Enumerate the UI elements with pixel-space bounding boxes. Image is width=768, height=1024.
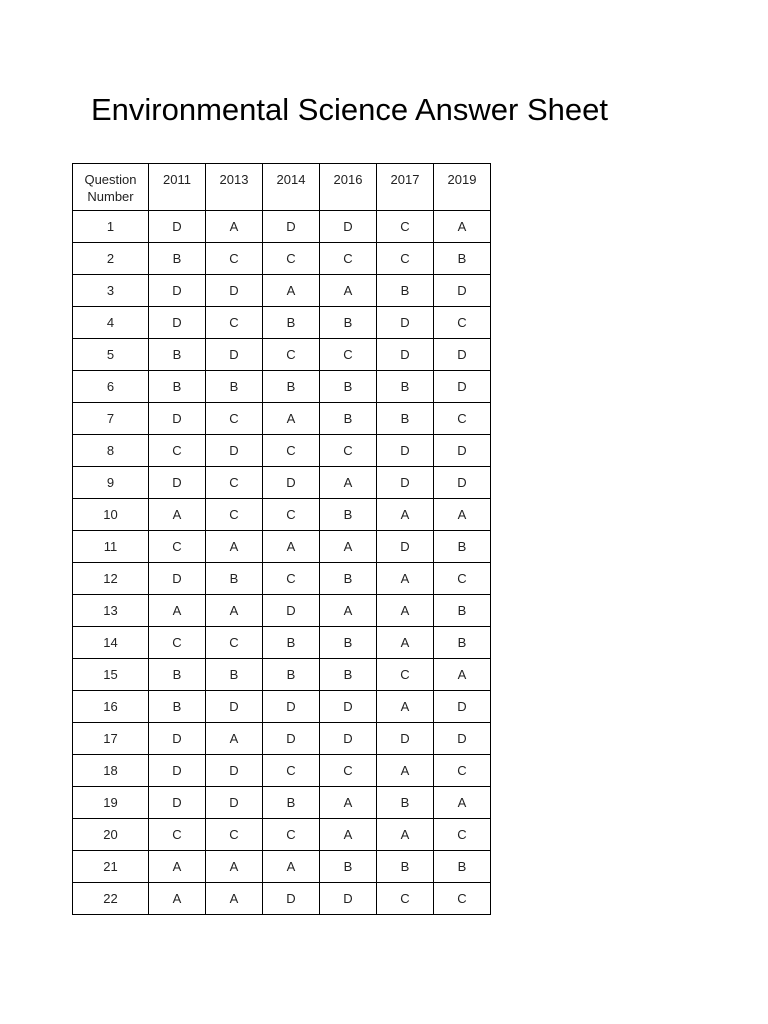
answer-cell: C	[206, 819, 263, 851]
table-row	[73, 691, 491, 723]
table-header	[73, 164, 491, 211]
table-row	[73, 371, 491, 403]
answer-cell: C	[377, 883, 434, 915]
question-number-cell: 12	[73, 563, 149, 595]
answer-cell: D	[434, 371, 491, 403]
question-number-cell: 10	[73, 499, 149, 531]
answer-cell: C	[320, 435, 377, 467]
answer-cell: D	[149, 563, 206, 595]
answer-cell: B	[434, 595, 491, 627]
answer-cell: B	[149, 243, 206, 275]
answer-cell: D	[434, 339, 491, 371]
question-number-cell: 13	[73, 595, 149, 627]
answer-cell: B	[206, 371, 263, 403]
answer-cell: D	[377, 531, 434, 563]
table-body	[73, 211, 491, 915]
answer-cell: B	[263, 627, 320, 659]
answer-cell: D	[149, 787, 206, 819]
question-number-cell: 9	[73, 467, 149, 499]
answer-cell: A	[320, 787, 377, 819]
answer-cell: A	[434, 659, 491, 691]
table-row	[73, 851, 491, 883]
answer-cell: C	[206, 307, 263, 339]
question-number-cell: 17	[73, 723, 149, 755]
answer-cell: D	[149, 755, 206, 787]
answer-cell: C	[149, 819, 206, 851]
answer-cell: B	[206, 563, 263, 595]
answer-cell: D	[377, 307, 434, 339]
answer-cell: A	[320, 275, 377, 307]
question-number-cell: 18	[73, 755, 149, 787]
table-row	[73, 627, 491, 659]
answer-cell: B	[320, 307, 377, 339]
answer-cell: C	[434, 883, 491, 915]
answer-cell: A	[206, 531, 263, 563]
answer-cell: C	[320, 243, 377, 275]
table-row	[73, 755, 491, 787]
table-row	[73, 659, 491, 691]
table-row	[73, 499, 491, 531]
answer-cell: A	[149, 883, 206, 915]
question-header-line2: Number	[87, 189, 134, 204]
answer-cell: D	[149, 723, 206, 755]
answer-cell: D	[377, 723, 434, 755]
answer-cell: C	[206, 243, 263, 275]
answer-cell: C	[263, 339, 320, 371]
answer-cell: A	[206, 883, 263, 915]
answer-cell: D	[377, 467, 434, 499]
table-row	[73, 819, 491, 851]
table-row	[73, 243, 491, 275]
question-number-cell: 15	[73, 659, 149, 691]
question-number-cell: 6	[73, 371, 149, 403]
answer-cell: D	[263, 467, 320, 499]
answer-cell: A	[206, 851, 263, 883]
answer-cell: D	[206, 339, 263, 371]
answer-cell: B	[263, 787, 320, 819]
table-row	[73, 595, 491, 627]
answer-cell: D	[377, 435, 434, 467]
answer-cell: C	[434, 403, 491, 435]
answer-cell: A	[377, 595, 434, 627]
answer-cell: A	[320, 819, 377, 851]
table-row	[73, 531, 491, 563]
answer-cell: B	[434, 851, 491, 883]
table-row	[73, 787, 491, 819]
answer-cell: C	[434, 307, 491, 339]
table-row	[73, 723, 491, 755]
table-row	[73, 339, 491, 371]
answer-cell: C	[263, 499, 320, 531]
answer-cell: A	[149, 499, 206, 531]
answer-cell: B	[377, 787, 434, 819]
answer-cell: B	[320, 659, 377, 691]
answer-cell: C	[206, 499, 263, 531]
answer-cell: D	[434, 467, 491, 499]
year-header: 2013	[206, 164, 263, 211]
answer-cell: A	[263, 531, 320, 563]
answer-cell: D	[434, 723, 491, 755]
answer-cell: D	[263, 883, 320, 915]
answer-cell: B	[434, 531, 491, 563]
answer-cell: A	[434, 211, 491, 243]
answer-cell: B	[377, 403, 434, 435]
answer-cell: D	[320, 211, 377, 243]
answer-cell: B	[320, 851, 377, 883]
answer-cell: A	[320, 595, 377, 627]
answer-cell: C	[377, 243, 434, 275]
answer-cell: A	[377, 627, 434, 659]
answer-cell: C	[206, 627, 263, 659]
answer-cell: B	[149, 339, 206, 371]
question-number-cell: 20	[73, 819, 149, 851]
answer-cell: A	[149, 851, 206, 883]
answer-cell: D	[263, 691, 320, 723]
answer-cell: D	[206, 755, 263, 787]
answer-cell: A	[263, 275, 320, 307]
answer-cell: C	[434, 563, 491, 595]
answer-cell: B	[263, 371, 320, 403]
question-number-cell: 11	[73, 531, 149, 563]
answer-cell: D	[206, 691, 263, 723]
answer-cell: C	[377, 211, 434, 243]
answer-cell: A	[263, 851, 320, 883]
answer-cell: A	[377, 755, 434, 787]
answer-cell: C	[263, 819, 320, 851]
question-number-cell: 19	[73, 787, 149, 819]
question-number-cell: 1	[73, 211, 149, 243]
answer-cell: B	[263, 659, 320, 691]
answer-cell: D	[149, 275, 206, 307]
answer-cell: D	[149, 403, 206, 435]
answer-cell: D	[320, 691, 377, 723]
question-number-cell: 2	[73, 243, 149, 275]
answer-cell: C	[206, 403, 263, 435]
answer-cell: A	[206, 595, 263, 627]
question-number-cell: 22	[73, 883, 149, 915]
answer-cell: A	[434, 787, 491, 819]
table-row	[73, 275, 491, 307]
answer-cell: C	[434, 819, 491, 851]
answer-cell: C	[320, 339, 377, 371]
table-row	[73, 467, 491, 499]
answer-cell: B	[206, 659, 263, 691]
answer-cell: B	[149, 659, 206, 691]
answer-cell: B	[377, 275, 434, 307]
answer-cell: D	[263, 595, 320, 627]
question-number-cell: 5	[73, 339, 149, 371]
answer-cell: D	[149, 307, 206, 339]
answer-cell: D	[320, 883, 377, 915]
answer-cell: D	[263, 211, 320, 243]
answer-cell: D	[377, 339, 434, 371]
year-header: 2011	[149, 164, 206, 211]
answer-cell: A	[206, 723, 263, 755]
answer-cell: C	[263, 755, 320, 787]
answer-cell: B	[377, 371, 434, 403]
answer-cell: C	[320, 755, 377, 787]
answer-cell: B	[434, 243, 491, 275]
question-header-line1: Question	[84, 172, 137, 187]
header-row	[73, 164, 491, 211]
page-title: Environmental Science Answer Sheet	[91, 92, 608, 127]
answer-cell: B	[320, 627, 377, 659]
table-row	[73, 403, 491, 435]
answer-cell: D	[434, 435, 491, 467]
question-number-cell: 8	[73, 435, 149, 467]
answer-cell: D	[320, 723, 377, 755]
year-header: 2017	[377, 164, 434, 211]
answer-cell: A	[434, 499, 491, 531]
answer-cell: C	[377, 659, 434, 691]
question-number-cell: 3	[73, 275, 149, 307]
answer-cell: A	[377, 563, 434, 595]
answer-cell: B	[320, 371, 377, 403]
answer-cell: A	[377, 691, 434, 723]
answer-cell: A	[206, 211, 263, 243]
answer-cell: B	[377, 851, 434, 883]
answer-cell: D	[206, 275, 263, 307]
answer-cell: D	[149, 467, 206, 499]
answer-table	[72, 163, 491, 915]
question-number-cell: 14	[73, 627, 149, 659]
table-row	[73, 211, 491, 243]
answer-cell: D	[206, 787, 263, 819]
year-header: 2019	[434, 164, 491, 211]
answer-cell: D	[149, 211, 206, 243]
table-row	[73, 435, 491, 467]
answer-cell: A	[377, 819, 434, 851]
answer-cell: B	[320, 563, 377, 595]
answer-cell: A	[149, 595, 206, 627]
answer-cell: A	[263, 403, 320, 435]
answer-cell: B	[263, 307, 320, 339]
answer-cell: A	[320, 531, 377, 563]
table-row	[73, 563, 491, 595]
answer-cell: B	[320, 499, 377, 531]
answer-cell: B	[149, 691, 206, 723]
answer-cell: C	[149, 627, 206, 659]
answer-cell: C	[263, 435, 320, 467]
question-number-cell: 21	[73, 851, 149, 883]
answer-cell: D	[434, 691, 491, 723]
answer-cell: C	[149, 435, 206, 467]
answer-cell: C	[263, 563, 320, 595]
answer-cell: C	[149, 531, 206, 563]
table-row	[73, 883, 491, 915]
table-row	[73, 307, 491, 339]
answer-cell: C	[206, 467, 263, 499]
answer-cell: B	[149, 371, 206, 403]
answer-cell: C	[263, 243, 320, 275]
answer-cell: D	[434, 275, 491, 307]
question-number-header	[73, 164, 149, 211]
question-number-cell: 7	[73, 403, 149, 435]
year-header: 2014	[263, 164, 320, 211]
answer-cell: B	[434, 627, 491, 659]
year-header: 2016	[320, 164, 377, 211]
answer-cell: D	[263, 723, 320, 755]
answer-cell: A	[320, 467, 377, 499]
question-number-cell: 4	[73, 307, 149, 339]
answer-cell: D	[206, 435, 263, 467]
answer-cell: A	[377, 499, 434, 531]
answer-cell: C	[434, 755, 491, 787]
question-number-cell: 16	[73, 691, 149, 723]
answer-cell: B	[320, 403, 377, 435]
